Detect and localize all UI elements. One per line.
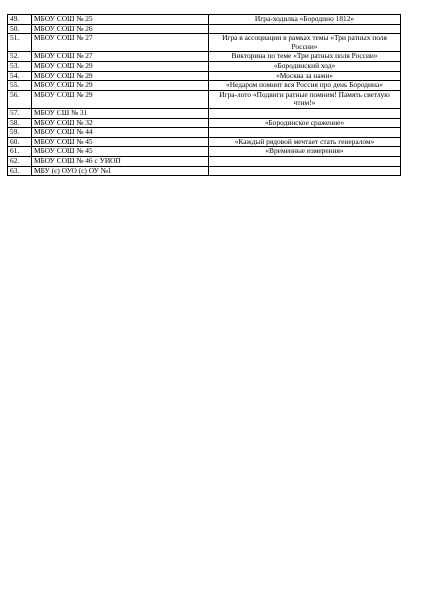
- school-name: МБОУ СОШ № 46 с УИОП: [32, 156, 209, 166]
- school-name: МБОУ СОШ № 45: [32, 147, 209, 157]
- row-number: 49.: [8, 15, 32, 25]
- school-name: МБОУ СОШ № 44: [32, 128, 209, 138]
- school-name: МБОУ СОШ № 29: [32, 81, 209, 91]
- row-number: 63.: [8, 166, 32, 176]
- school-name: МБОУ СОШ № 29: [32, 90, 209, 108]
- table-row: [8, 61, 401, 71]
- row-number: 58.: [8, 118, 32, 128]
- school-name: МБОУ СОШ № 25: [32, 15, 209, 25]
- row-number: 54.: [8, 71, 32, 81]
- event-title: Игра-ходилка «Бородино 1812»: [209, 15, 401, 25]
- row-number: 55.: [8, 81, 32, 91]
- school-name: МБОУ СОШ № 27: [32, 34, 209, 52]
- event-title: [209, 108, 401, 118]
- event-title: «Москва за нами»: [209, 71, 401, 81]
- row-number: 61.: [8, 147, 32, 157]
- event-title: Игра-лото «Подвиги ратные помним! Память светлую чтим!»: [209, 90, 401, 108]
- table-row: [8, 147, 401, 157]
- table-row: [8, 156, 401, 166]
- row-number: 60.: [8, 137, 32, 147]
- event-title: Игра в ассоциации в рамках темы «Три ратных поля России»: [209, 34, 401, 52]
- school-name: МБУ (с) ОУО (с) ОУ №1: [32, 166, 209, 176]
- school-name: МБОУ СШ № 31: [32, 108, 209, 118]
- event-title: «Бородинское сражение»: [209, 118, 401, 128]
- event-title: Викторина по теме «Три ратных поля России»: [209, 52, 401, 62]
- events-table-body: [8, 15, 401, 176]
- event-title: [209, 156, 401, 166]
- table-row: [8, 15, 401, 25]
- school-name: МБОУ СОШ № 27: [32, 52, 209, 62]
- school-name: МБОУ СОШ № 45: [32, 137, 209, 147]
- event-title: [209, 166, 401, 176]
- table-row: [8, 128, 401, 138]
- row-number: 59.: [8, 128, 32, 138]
- school-name: МБОУ СОШ № 29: [32, 61, 209, 71]
- school-name: МБОУ СОШ № 32: [32, 118, 209, 128]
- table-row: [8, 108, 401, 118]
- school-name: МБОУ СОШ № 29: [32, 71, 209, 81]
- table-row: [8, 34, 401, 52]
- events-table: [7, 14, 401, 176]
- table-row: [8, 90, 401, 108]
- event-title: «Временные измерения»: [209, 147, 401, 157]
- row-number: 57.: [8, 108, 32, 118]
- row-number: 52.: [8, 52, 32, 62]
- row-number: 62.: [8, 156, 32, 166]
- row-number: 56.: [8, 90, 32, 108]
- row-number: 51.: [8, 34, 32, 52]
- school-name: МБОУ СОШ № 26: [32, 24, 209, 34]
- event-title: «Бородинский ход»: [209, 61, 401, 71]
- table-row: [8, 81, 401, 91]
- event-title: «Каждый рядовой мечтает стать генералом»: [209, 137, 401, 147]
- event-title: «Недаром помнит вся Россия про день Бородина»: [209, 81, 401, 91]
- table-row: [8, 166, 401, 176]
- event-title: [209, 128, 401, 138]
- row-number: 50.: [8, 24, 32, 34]
- row-number: 53.: [8, 61, 32, 71]
